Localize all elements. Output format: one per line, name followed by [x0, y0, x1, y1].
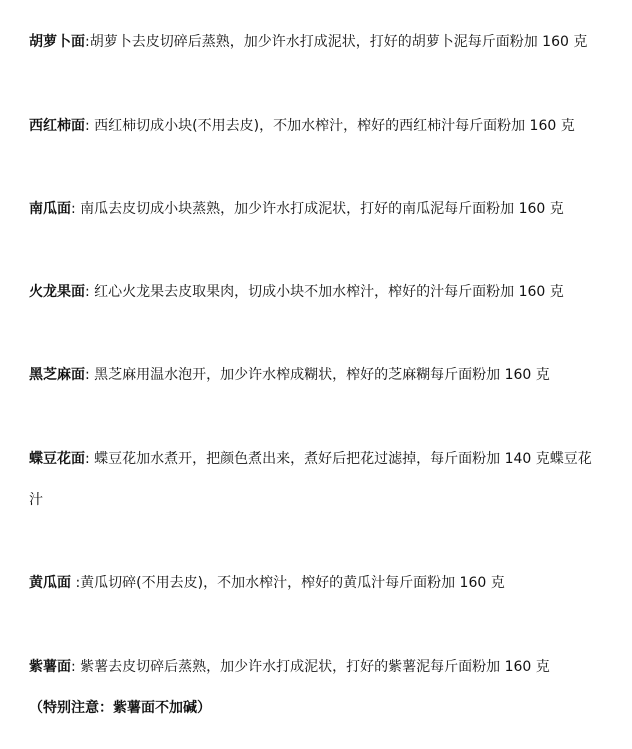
recipe-text: 紫薯去皮切碎后蒸熟，加少许水打成泥状，打好的紫薯泥每斤面粉加 160 克: [80, 659, 550, 675]
recipe-title: 黑芝麻面: [29, 367, 85, 383]
recipe-separator: :: [71, 659, 81, 675]
recipe-line-butterfly-pea-continued: 汁: [29, 492, 43, 508]
recipe-line-tomato: [29, 116, 619, 136]
recipe-line-cucumber: [29, 573, 619, 593]
recipe-separator: :: [85, 284, 95, 300]
recipe-line-black-sesame: [29, 365, 619, 385]
recipe-text: 南瓜去皮切成小块蒸熟，加少许水打成泥状，打好的南瓜泥每斤面粉加 160 克: [80, 201, 564, 217]
recipe-separator: :: [85, 367, 95, 383]
recipe-separator: :: [85, 451, 95, 467]
recipe-line-purple-potato: [29, 657, 619, 677]
recipe-separator: :: [71, 575, 81, 591]
recipe-line-pumpkin: [29, 199, 619, 219]
recipe-title: 紫薯面: [29, 659, 71, 675]
recipe-separator: :: [71, 201, 81, 217]
recipe-separator: :: [85, 34, 90, 50]
recipe-line-dragonfruit: [29, 282, 619, 302]
recipe-text: 蝶豆花加水煮开，把颜色煮出来，煮好后把花过滤掉，每斤面粉加 140 克蝶豆花: [94, 451, 592, 467]
recipe-line-butterfly-pea: [29, 449, 619, 469]
recipe-line-carrot: [29, 32, 619, 52]
recipe-separator: :: [85, 118, 95, 134]
recipe-text: 西红柿切成小块(不用去皮)，不加水榨汁，榨好的西红柿汁每斤面粉加 160 克: [94, 118, 575, 134]
recipe-text: 黄瓜切碎(不用去皮)，不加水榨汁，榨好的黄瓜汁每斤面粉加 160 克: [80, 575, 505, 591]
recipe-text: 黑芝麻用温水泡开，加少许水榨成糊状，榨好的芝麻糊每斤面粉加 160 克: [94, 367, 550, 383]
recipe-title: 黄瓜面: [29, 575, 71, 591]
recipe-title: 西红柿面: [29, 118, 85, 134]
special-note: （特别注意：紫薯面不加碱）: [29, 700, 211, 716]
recipe-text: 红心火龙果去皮取果肉，切成小块不加水榨汁，榨好的汁每斤面粉加 160 克: [94, 284, 564, 300]
recipe-title: 火龙果面: [29, 284, 85, 300]
recipe-title: 胡萝卜面: [29, 34, 85, 50]
recipe-title: 蝶豆花面: [29, 451, 85, 467]
recipe-title: 南瓜面: [29, 201, 71, 217]
recipe-text: 胡萝卜去皮切碎后蒸熟，加少许水打成泥状，打好的胡萝卜泥每斤面粉加 160 克: [89, 34, 588, 50]
